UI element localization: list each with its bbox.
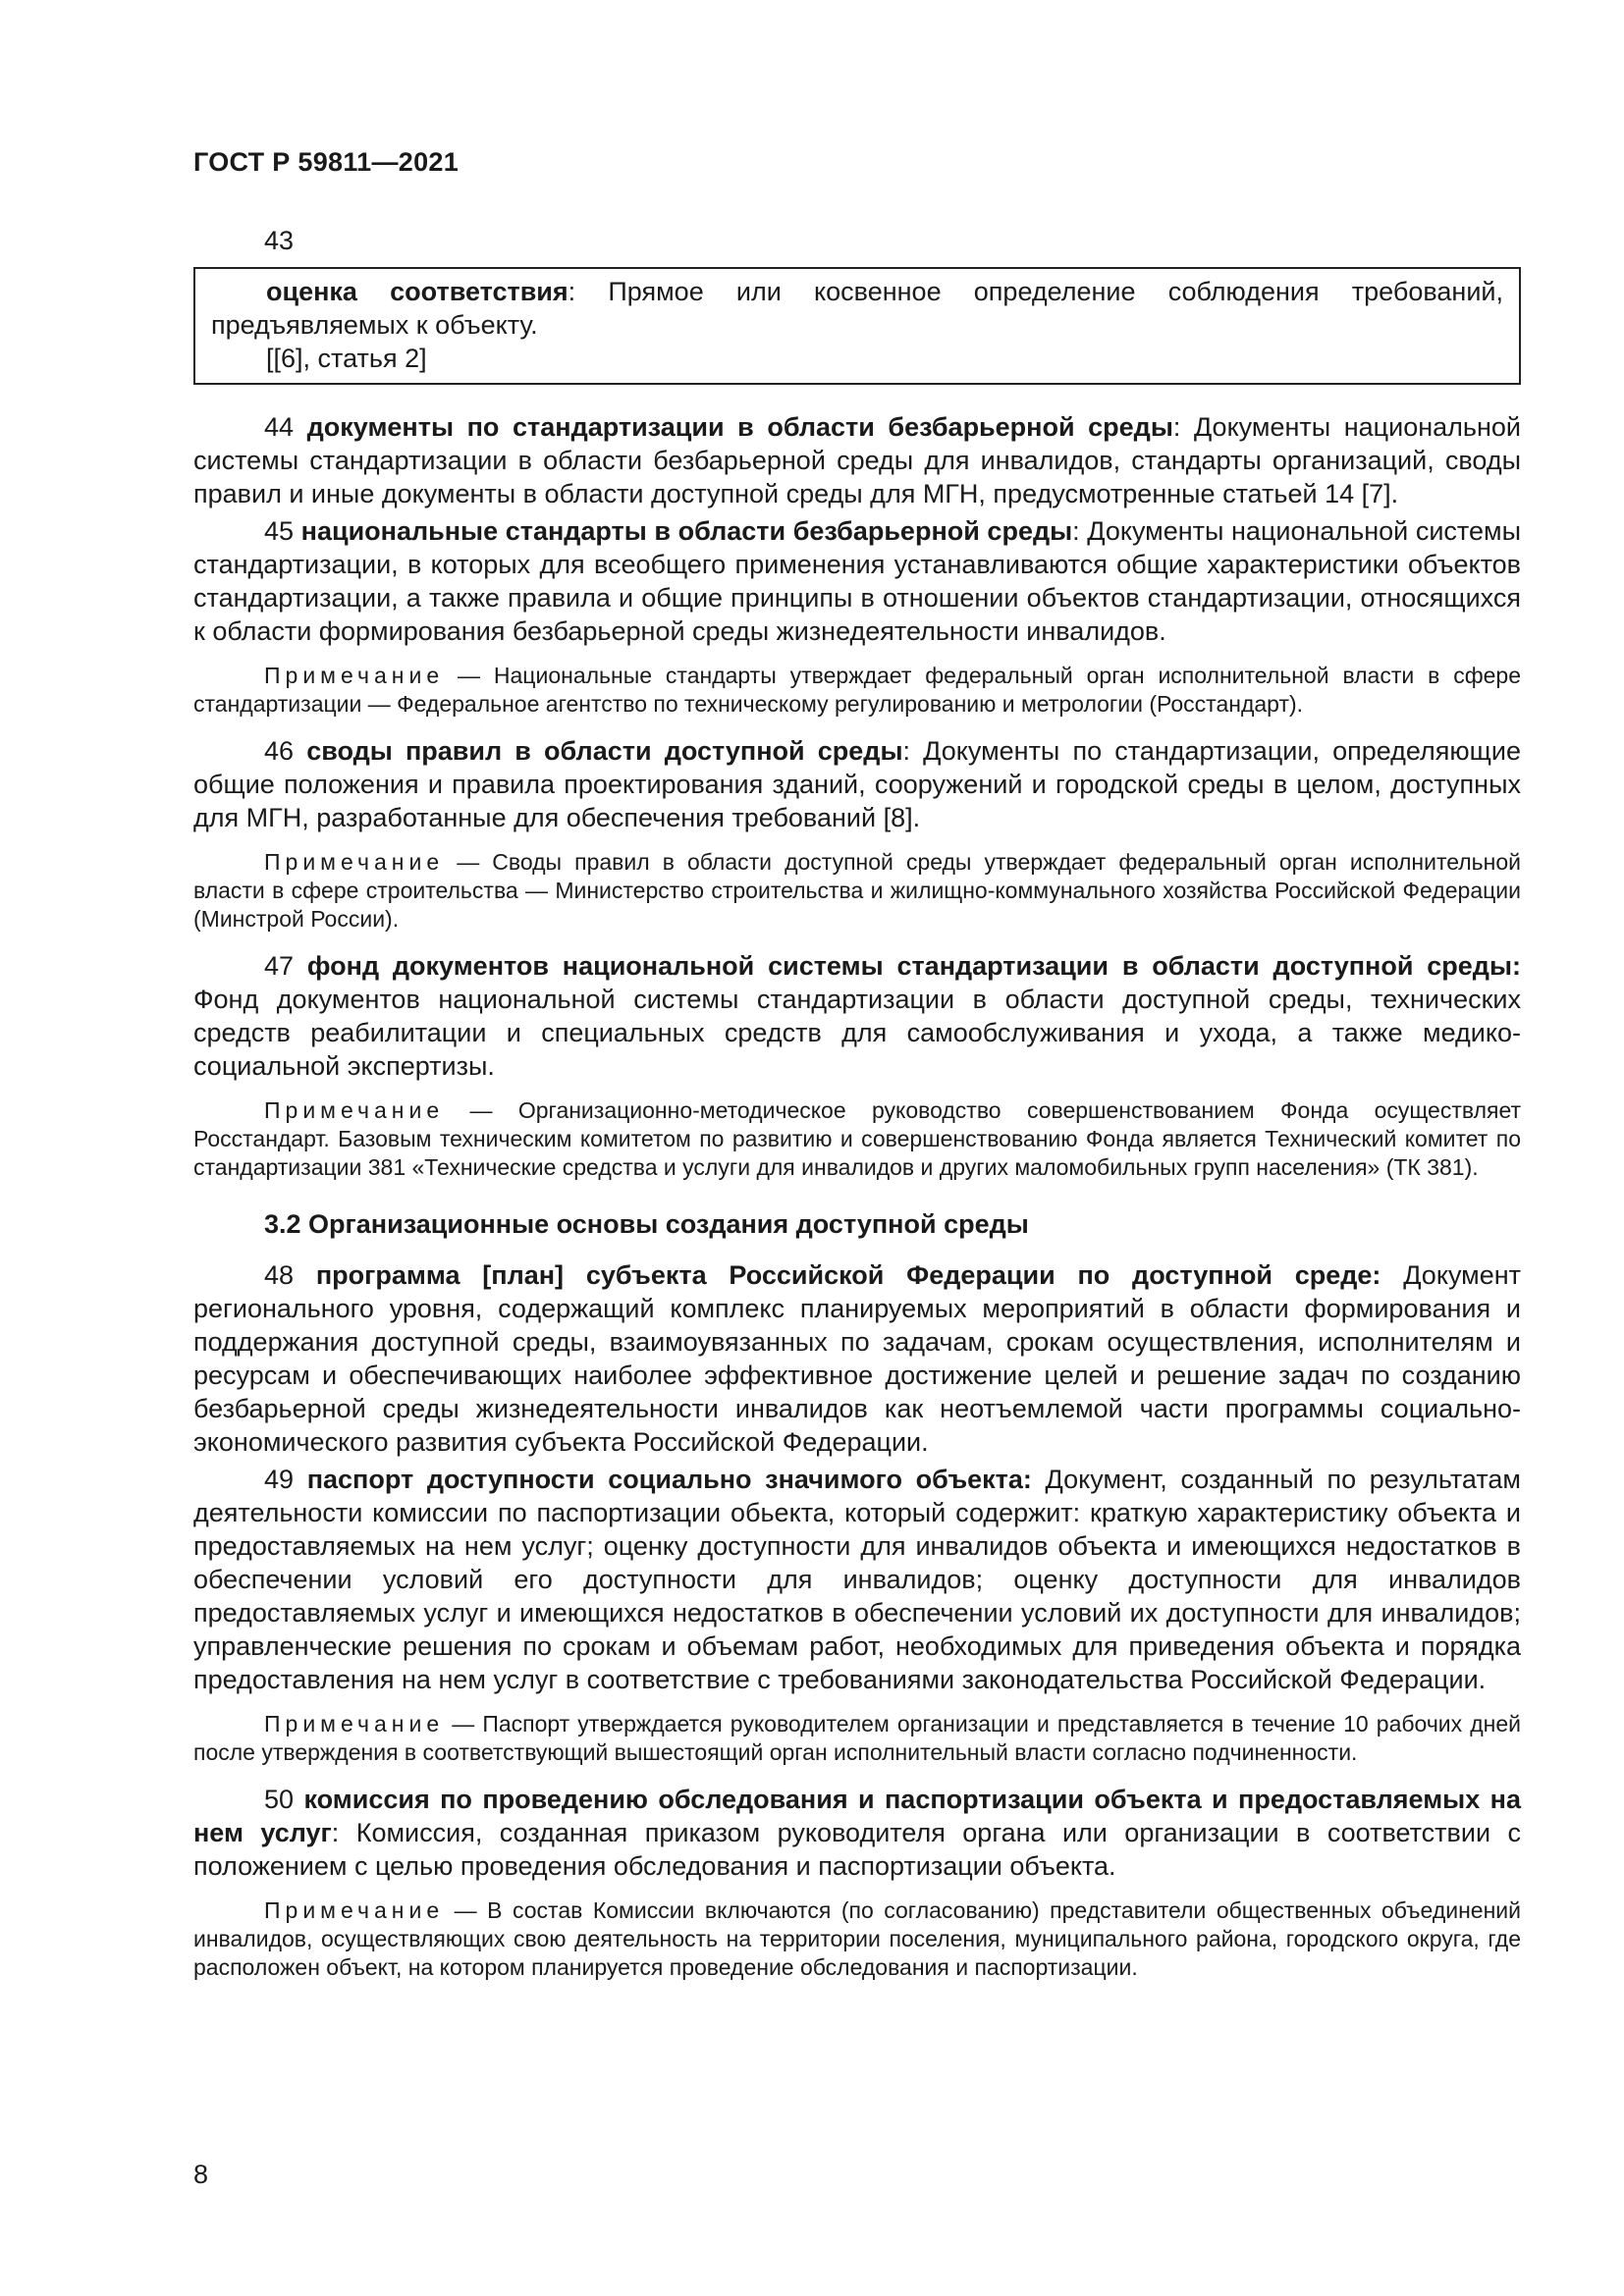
- page-number: 8: [193, 2160, 209, 2189]
- note-text: Своды правил в области доступной среды утверждает федеральный орган исполнительной власти в сфере строительства — Министерство строительства и жилищно-коммунального хозяйства Российской Федерации (Минстрой России).: [193, 849, 1521, 932]
- term-definition: : Документы национальной системы стандартизации, в которых для всеобщего применения устанавливаются общие характеристики объектов стандартизации, а также правила и общие принципы в отношении объектов стандартизации, относящихся к области формирования безбарьерной среды жизнедеятельности инвалидов.: [193, 516, 1521, 646]
- term-title: оценка соответствия: [266, 277, 568, 306]
- note-text: Национальные стандарты утверждает федеральный орган исполнительной власти в сфере стандартизации — Федеральное агентство по техническому регулированию и метрологии (Росстандарт).: [193, 663, 1521, 717]
- term-definition: : Комиссия, созданная приказом руководителя органа или организации в соответствии с положением с целью проведения обследования и паспортизации объекта.: [193, 1818, 1521, 1881]
- term-paragraph: 44 документы по стандартизации в области безбарьерной среды: Документы национальной системы стандартизации в области безбарьерной среды для инвалидов, стандарты организаций, своды правил и иные документы в области доступной среды для МГН, предусмотренные статьей 14 [7].: [193, 412, 1521, 508]
- term-reference: [[6], статья 2]: [266, 344, 427, 373]
- term-definition: Документ, созданный по результатам деятельности комиссии по паспортизации обьекта, который содержит: краткую характеристику объекта и предоставляемых на нем услуг; оценку доступности для инвалидов объекта и имеющихся недостатков в обеспечении условий его доступности для инвалидов; оценку доступности для инвалидов предоставляемых услуг и имеющихся недостатков в обеспечении условий их доступности для инвалидов; управленческие решения по срокам и объемам работ, необходимых для приведения объекта и порядка предоставления на нем услуг в соответствие с требованиями законодательства Российской Федерации.: [193, 1465, 1521, 1694]
- note-label: Примечание: [264, 1097, 445, 1123]
- term-title: национальные стандарты в области безбарьерной среды: [300, 516, 1073, 546]
- term-definition: Документ регионального уровня, содержащий комплекс планируемых мероприятий в области формирования и поддержания доступной среды, взаимоувязанных по задачам, срокам осуществления, исполнителям и ресурсам и обеспечивающих наиболее эффективное достижение целей и решение задач по созданию безбарьерной среды жизнедеятельности инвалидов как неотъемлемой части программы социально-экономического развития субъекта Российской Федерации.: [193, 1260, 1521, 1457]
- term-paragraph: [211, 275, 1503, 342]
- note: Примечание — Национальные стандарты утверждает федеральный орган исполнительной власти в сфере стандартизации — Федеральное агентство по техническому регулированию и метрологии (Росстандарт).: [193, 663, 1521, 717]
- term-definition: : Документы национальной системы стандартизации в области безбарьерной среды для инвалидов, стандарты организаций, своды правил и иные документы в области доступной среды для МГН, предусмотренные статьей 14 [7].: [193, 412, 1521, 508]
- note-label: Примечание: [264, 849, 445, 875]
- term-paragraph: 48 программа [план] субъекта Российской Федерации по доступной среде: Документ регионального уровня, содержащий комплекс планируемых мероприятий в области формирования и поддержания доступной среды, взаимоувязанных по задачам, срокам осуществления, исполнителям и ресурсам и обеспечивающих наиболее эффективное достижение целей и решение задач по созданию безбарьерной среды жизнедеятельности инвалидов как неотъемлемой части программы социально-экономического развития субъекта Российской Федерации.: [193, 1260, 1521, 1457]
- note: Примечание — Паспорт утверждается руководителем организации и представляется в течение 10 рабочих дней после утверждения в соответствующий вышестоящий орган исполнительный власти согласно подчиненности.: [193, 1711, 1521, 1765]
- term-definition: : Документы по стандартизации, определяющие общие положения и правила проектирования зданий, сооружений и городской среды в целом, доступных для МГН, разработанные для обеспечения требований [8].: [193, 736, 1521, 832]
- note-label: Примечание: [264, 1711, 445, 1736]
- boxed-definition: [193, 267, 1521, 385]
- term-definition: : Прямое или косвенное определение соблюдения требований, предъявляемых к объекту.: [211, 277, 1503, 340]
- note-text: В состав Комиссии включаются (по согласованию) представители общественных объединений инвалидов, осуществляющих свою деятельность на территории поселения, муниципального района, городского округа, где расположен объект, на котором планируется проведение обследования и паспортизации.: [193, 1897, 1521, 1980]
- note-label: Примечание: [264, 1897, 445, 1923]
- term-title: паспорт доступности социально значимого объекта:: [306, 1465, 1032, 1494]
- note: Примечание — Своды правил в области доступной среды утверждает федеральный орган исполнительной власти в сфере строительства — Министерство строительства и жилищно-коммунального хозяйства Российской Федерации (Минстрой России).: [193, 849, 1521, 932]
- note-text: Организационно-методическое руководство совершенствованием Фонда осуществляет Росстандарт. Базовым техническим комитетом по развитию и совершенствованию Фонда является Технический комитет по стандартизации 381 «Технические средства и услуги для инвалидов и других маломобильных групп населения» (ТК 381).: [193, 1097, 1522, 1180]
- note: Примечание — Организационно-методическое руководство совершенствованием Фонда осуществляет Росстандарт. Базовым техническим комитетом по развитию и совершенствованию Фонда является Технический комитет по стандартизации 381 «Технические средства и услуги для инвалидов и других маломобильных групп населения» (ТК 381).: [193, 1097, 1522, 1180]
- term-title: своды правил в области доступной среды: [306, 736, 903, 766]
- standard-code: ГОСТ Р 59811—2021: [193, 147, 460, 177]
- document-content: [193, 224, 1521, 1998]
- term-title: комиссия по проведению обследования и паспортизации объекта и предоставляемых на нем услуг: [193, 1785, 1521, 1847]
- term-number: 43: [264, 226, 295, 255]
- term-paragraph: 46 своды правил в области доступной среды: Документы по стандартизации, определяющие общие положения и правила проектирования зданий, сооружений и городской среды в целом, доступных для МГН, разработанные для обеспечения требований [8].: [193, 736, 1521, 832]
- note-label: Примечание: [264, 663, 445, 688]
- term-title: фонд документов национальной системы стандартизации в области доступной среды:: [306, 951, 1521, 981]
- term-title: документы по стандартизации в области безбарьерной среды: [306, 412, 1173, 442]
- section-heading: 3.2 Организационные основы создания доступной среды: [264, 1209, 1029, 1239]
- note-text: Паспорт утверждается руководителем организации и представляется в течение 10 рабочих дней после утверждения в соответствующий вышестоящий орган исполнительный власти согласно подчиненности.: [193, 1711, 1521, 1765]
- term-title: программа [план] субъекта Российской Федерации по доступной среде:: [315, 1260, 1381, 1290]
- term-paragraph: 49 паспорт доступности социально значимого объекта: Документ, созданный по результатам деятельности комиссии по паспортизации обьекта, который содержит: краткую характеристику объекта и предоставляемых на нем услуг; оценку доступности для инвалидов объекта и имеющихся недостатков в обеспечении условий его доступности для инвалидов; оценку доступности для инвалидов предоставляемых услуг и имеющихся недостатков в обеспечении условий их доступности для инвалидов; управленческие решения по срокам и объемам работ, необходимых для приведения объекта и порядка предоставления на нем услуг в соответствие с требованиями законодательства Российской Федерации.: [193, 1465, 1521, 1694]
- term-definition: Фонд документов национальной системы стандартизации в области доступной среды, технических средств реабилитации и специальных средств для самообслуживания и ухода, а также медико-социальной экспертизы.: [193, 985, 1521, 1081]
- term-paragraph: 47 фонд документов национальной системы стандартизации в области доступной среды: Фонд документов национальной системы стандартизации в области доступной среды, технических средств реабилитации и специальных средств для самообслуживания и ухода, а также медико-социальной экспертизы.: [193, 951, 1521, 1081]
- term-paragraph: 45 национальные стандарты в области безбарьерной среды: Документы национальной системы стандартизации, в которых для всеобщего применения устанавливаются общие характеристики объектов стандартизации, а также правила и общие принципы в отношении объектов стандартизации, относящихся к области формирования безбарьерной среды жизнедеятельности инвалидов.: [193, 516, 1521, 646]
- note: Примечание — В состав Комиссии включаются (по согласованию) представители общественных объединений инвалидов, осуществляющих свою деятельность на территории поселения, муниципального района, городского округа, где расположен объект, на котором планируется проведение обследования и паспортизации.: [193, 1897, 1521, 1980]
- term-paragraph: 50 комиссия по проведению обследования и паспортизации объекта и предоставляемых на нем услуг: Комиссия, созданная приказом руководителя органа или организации в соответствии с положением с целью проведения обследования и паспортизации объекта.: [193, 1785, 1521, 1881]
